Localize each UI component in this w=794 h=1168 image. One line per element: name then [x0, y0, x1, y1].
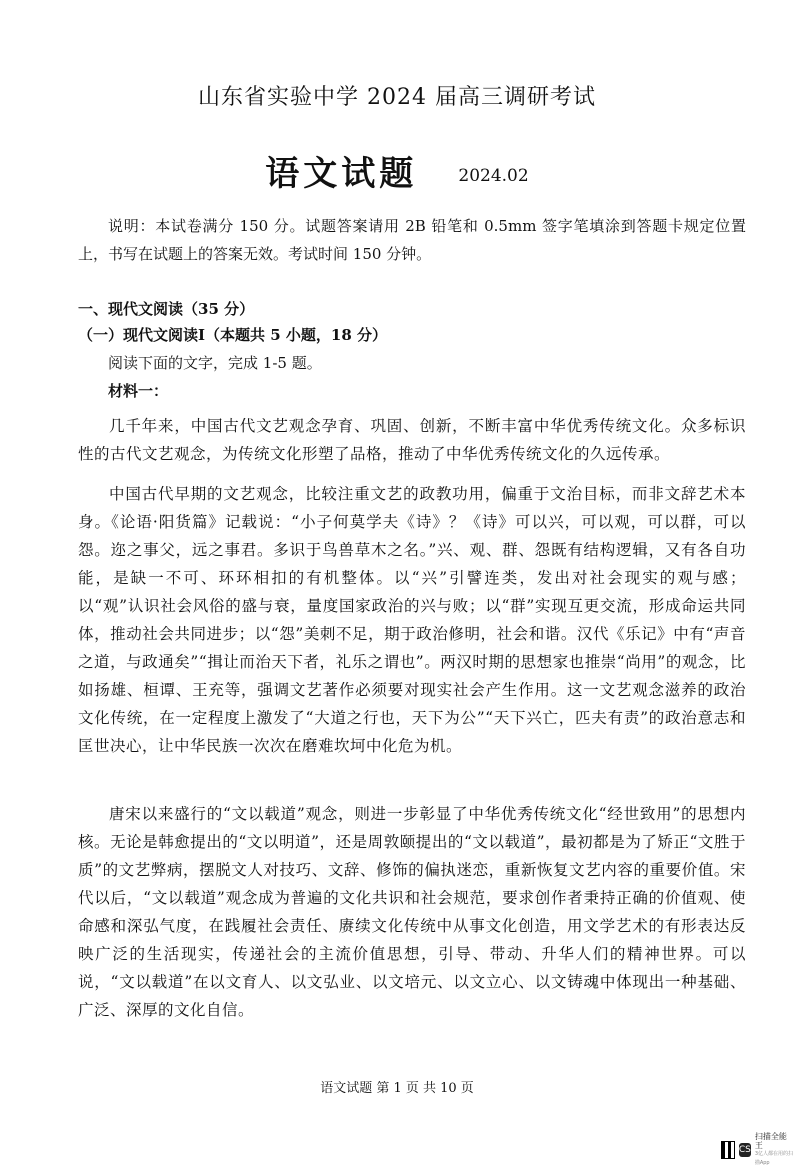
exam-date: 2024.02 [458, 166, 529, 186]
scanner-logo-icon: CS [738, 1145, 751, 1155]
passage-paragraph-2: 中国古代早期的文艺观念，比较注重文艺的政教功用，偏重于文治目标，而非文辞艺术本身。《论语·阳货篇》记载说：“小子何莫学夫《诗》？《诗》可以兴，可以观，可以群，可以怨。迩之事父，远之事君。多识于鸟兽草木之名。”兴、观、群、怨既有结构逻辑，又有各自功能，是缺一不可、环环相扣的有机整体。以“兴”引譬连类，发出对社会现实的观与感；以“观”认识社会风俗的盛与衰，量度国家政治的兴与败；以“群”实现互更交流，形成命运共同体，推动社会共同进步；以“怨”美刺不足，期于政治修明，社会和谐。汉代《乐记》中有“声音之道，与政通矣”“揖让而治天下者，礼乐之谓也”。两汉时期的思想家也推崇“尚用”的观念，比如扬雄、桓谭、王充等，强调文艺著作必须要对现实社会产生作用。这一文艺观念滋养的政治文化传统，在一定程度上激发了“大道之行也，天下为公”“天下兴亡，匹夫有责”的政治意志和匡世决心，让中华民族一次次在磨难坎坷中化危为机。 [78, 485, 746, 755]
section-heading: 一、现代文阅读（35 分） [78, 300, 255, 318]
watermark-subtext: 3亿人都在用的扫描App [754, 1151, 794, 1166]
subject-title: 语文试题 [265, 154, 418, 194]
passage-paragraph-3: 唐宋以来盛行的“文以载道”观念，则进一步彰显了中华优秀传统文化“经世致用”的思想内核。无论是韩愈提出的“文以明道”，还是周敦颐提出的“文以载道”，最初都是为了矫正“文胜于质”的文艺弊病，摆脱文人对技巧、文辞、修饰的偏执迷恋，重新恢复文艺内容的重要价值。宋代以后，“文以载道”观念成为普遍的文化共识和社会规范，要求创作者秉持正确的价值观、使命感和深弘气度，在践履社会责任、赓续文化传统中从事文化创造，用文学艺术的有形表达反映广泛的生活现实，传递社会的主流价值思想，引导、带动、升华人们的精神世界。可以说，“文以载道”在以文育人、以文弘业、以文培元、以文立心、以文铸魂中体现出一种基础、广泛、深厚的文化自信。 [78, 805, 746, 1019]
subject-title-row [0, 146, 794, 195]
passage-paragraph-1: 几千年来，中国古代文艺观念孕育、巩固、创新，不断丰富中华优秀传统文化。众多标识性的古代文艺观念，为传统文化形塑了品格，推动了中华优秀传统文化的久远传承。 [78, 417, 746, 463]
material-label: 材料一： [108, 382, 169, 400]
qr-code-icon [721, 1141, 735, 1159]
page-footer: 语文试题 第 1 页 共 10 页 [320, 1081, 474, 1096]
scanner-watermark [721, 1132, 794, 1168]
part-heading: （一）现代文阅读Ⅰ（本题共 5 小题，18 分） [78, 326, 387, 344]
reading-directions: 阅读下面的文字，完成 1-5 题。 [108, 354, 322, 372]
exam-instructions: 说明：本试卷满分 150 分。试题答案请用 2B 铅笔和 0.5mm 签字笔填涂到答题卡规定位置上，书写在试题上的答案无效。考试时间 150 分钟。 [78, 217, 746, 263]
school-exam-title: 山东省实验中学 2024 届高三调研考试 [198, 85, 596, 110]
watermark-text [755, 1132, 794, 1168]
watermark-title: 扫描全能王 [754, 1132, 787, 1150]
